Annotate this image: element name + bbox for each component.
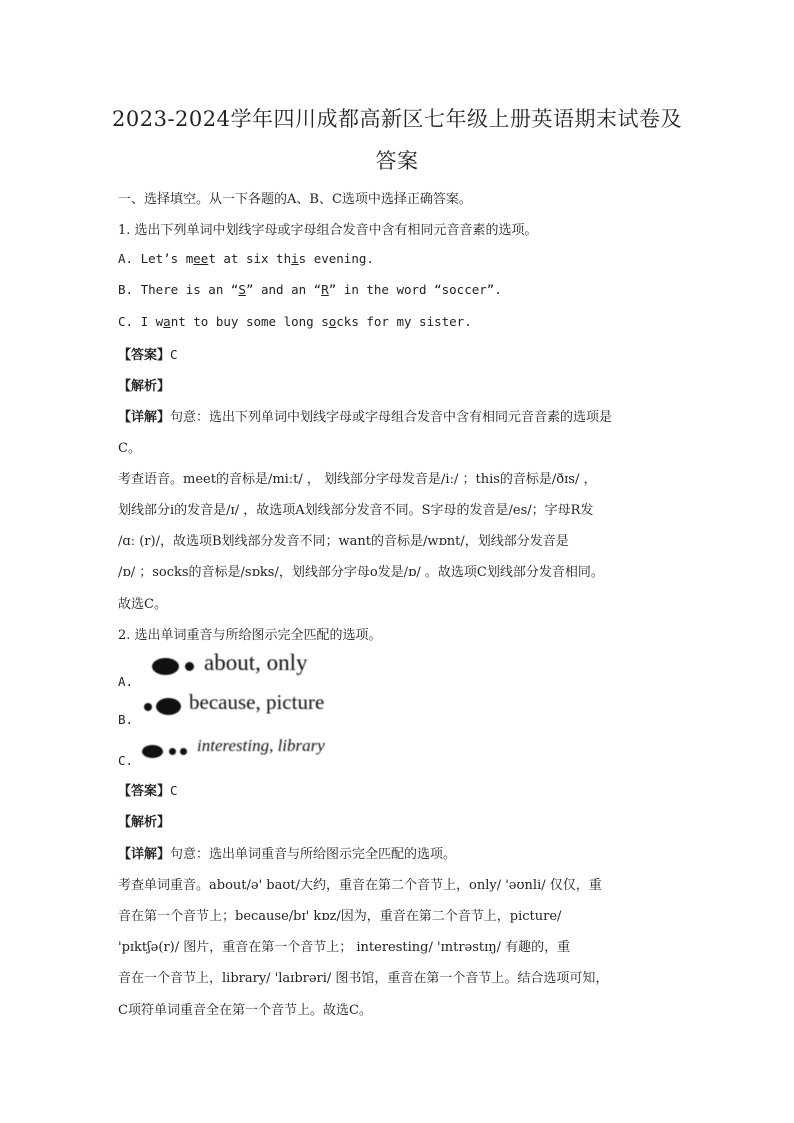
- q1-c-text: C. I w: [118, 314, 164, 329]
- q1-answer-value: C: [170, 347, 178, 362]
- q1-a-underline-2: i: [291, 251, 299, 266]
- q2-detail-text: 句意：选出单词重音与所给图示完全匹配的选项。: [170, 847, 457, 862]
- q2-exp-line-2: 音在第一个音节上；because/bɪ' kɒz/因为，重音在第二个音节上，picture/: [118, 909, 562, 924]
- q2-c-stress-dots: [142, 741, 187, 760]
- q1-c-text-mid: nt to buy some long s: [170, 314, 329, 329]
- q2-answer: [118, 780, 178, 799]
- q2-a-stress-dots: [152, 656, 194, 675]
- section-heading: 一、选择填空。从一下各题的A、B、C选项中选择正确答案。: [118, 192, 472, 207]
- q2-c-words: interesting, library: [197, 736, 325, 755]
- unstressed-syllable-dot: [185, 662, 194, 671]
- q1-a-text-mid: t at six th: [208, 251, 292, 266]
- q1-a-underline-1: ee: [193, 251, 209, 266]
- q2-exp-line-5: C项符单词重音全在第一个音节上。故选C。: [118, 1003, 372, 1018]
- q1-answer: [118, 344, 178, 363]
- q1-c-underline-2: o: [328, 314, 337, 329]
- q1-answer-label: 【答案】: [118, 348, 171, 363]
- q2-analysis-label: 【解析】: [118, 815, 171, 830]
- q2-option-a[interactable]: [118, 650, 358, 689]
- unstressed-syllable-dot: [180, 748, 187, 755]
- q1-stem: 1. 选出下列单词中划线字母或字母组合发音中含有相同元音音素的选项。: [118, 223, 538, 238]
- q2-exp-line-3: 'pɪktʃə(r)/ 图片，重音在第一个音节上； interesting/ 'ɪntrəstɪŋ/ 有趣的，重: [118, 940, 571, 955]
- q1-option-b[interactable]: [118, 282, 502, 297]
- q1-detail-cont: C。: [118, 441, 141, 456]
- q2-option-b[interactable]: [118, 690, 358, 727]
- q1-option-c[interactable]: [118, 314, 472, 329]
- unstressed-syllable-dot: [169, 748, 176, 755]
- q2-a-letter: A.: [118, 674, 134, 689]
- q2-answer-value: C: [170, 783, 178, 798]
- q1-b-text-mid: ” and an “: [245, 282, 322, 297]
- q1-detail: [118, 406, 612, 425]
- q1-a-text-end: s evening.: [298, 251, 374, 266]
- q1-analysis-label: 【解析】: [118, 379, 171, 394]
- q1-c-underline-1: a: [163, 314, 171, 329]
- q2-b-words: because, picture: [189, 690, 325, 714]
- q2-detail: [118, 843, 456, 862]
- q2-stem: 2. 选出单词重音与所给图示完全匹配的选项。: [118, 628, 382, 643]
- q2-exp-line-1: 考查单词重音。about/ə' baʊt/大约，重音在第二个音节上，only/ 'əʊnli/ 仅仅，重: [118, 878, 602, 893]
- q1-c-text-end: cks for my sister.: [336, 314, 472, 329]
- q2-a-words: about, only: [204, 650, 308, 675]
- q1-b-text: B. There is an “: [118, 282, 239, 297]
- q1-exp-line-5: 故选C。: [118, 597, 167, 612]
- stressed-syllable-dot: [152, 658, 179, 675]
- q2-detail-label: 【详解】: [118, 847, 171, 862]
- q2-exp-line-4: 音在一个音节上，library/ 'laɪbrəri/ 图书馆，重音在第一个音节上。结合选项可知，: [118, 971, 609, 986]
- unstressed-syllable-dot: [144, 703, 152, 711]
- q1-option-a[interactable]: [118, 251, 374, 266]
- q2-answer-label: 【答案】: [118, 784, 171, 799]
- stressed-syllable-dot: [142, 745, 163, 758]
- stressed-syllable-dot: [156, 698, 181, 715]
- q1-detail-text: 句意：选出下列单词中划线字母或字母组合发音中含有相同元音音素的选项是: [170, 410, 613, 425]
- q2-c-letter: C.: [118, 753, 134, 768]
- q1-exp-line-4: /ɒ/ ；socks的音标是/sɒks/，划线部分字母o发是/ɒ/ 。故选项C划线部分发音相同。: [118, 565, 604, 580]
- q2-b-stress-dots: [144, 696, 181, 715]
- q2-option-c[interactable]: [118, 733, 358, 768]
- q1-b-underline-2: R: [321, 282, 329, 297]
- page-title-line2: 答案: [375, 149, 419, 173]
- q1-exp-line-3: /ɑː (r)/，故选项B划线部分发音不同；want的音标是/wɒnt/，划线部分发音是: [118, 534, 569, 549]
- q1-a-text: A. Let’s m: [118, 251, 194, 266]
- page-title-line1: 2023-2024学年四川成都高新区七年级上册英语期末试卷及: [112, 107, 682, 131]
- q2-b-letter: B.: [118, 712, 134, 727]
- q1-exp-line-1: 考查语音。meet的音标是/miːt/ ， 划线部分字母发音是/iː/ ；this的音标是/ðɪs/ ，: [118, 472, 597, 487]
- q1-b-underline-1: S: [238, 282, 246, 297]
- q1-exp-line-2: 划线部分i的发音是/ɪ/ ，故选项A划线部分发音不同。S字母的发音是/es/；字母R发: [118, 503, 594, 518]
- q1-detail-label: 【详解】: [118, 410, 171, 425]
- q1-b-text-end: ” in the word “soccer”.: [328, 282, 502, 297]
